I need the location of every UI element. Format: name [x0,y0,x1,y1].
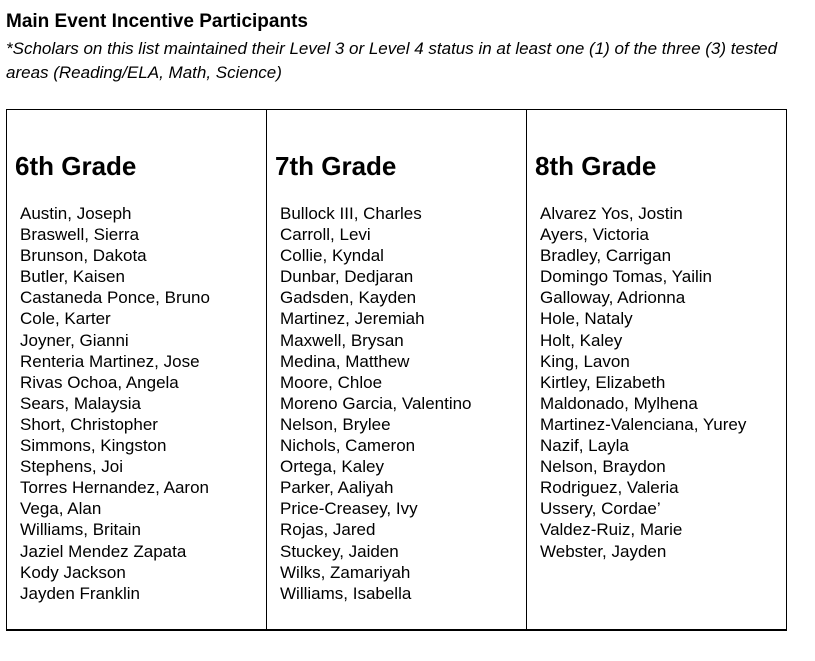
student-name: Holt, Kaley [540,330,623,350]
name-list [20,203,210,604]
name-list [280,203,472,604]
grade-heading: 7th Grade [275,151,397,181]
student-name: Braswell, Sierra [20,225,140,245]
student-name: Dunbar, Dedjaran [280,267,414,287]
eligibility-note: *Scholars on this list maintained their Level 3 or Level 4 status in at least one (1) of the three (3) tested areas (Reading/ELA, Math, Science) [6,39,778,82]
student-name: King, Lavon [540,351,630,371]
student-name: Torres Hernandez, Aaron [20,478,209,498]
grade-column-7th [267,110,527,629]
student-name: Galloway, Adrionna [540,288,686,308]
student-name: Kody Jackson [20,562,126,582]
grade-column-6th [7,110,267,629]
student-name: Rodriguez, Valeria [540,478,679,498]
student-name: Williams, Britain [20,520,141,540]
student-name: Hole, Nataly [540,309,633,329]
student-name: Ortega, Kaley [280,457,384,477]
student-name: Jaziel Mendez Zapata [20,541,187,561]
student-name: Maxwell, Brysan [280,330,404,350]
participants-table [6,109,787,631]
student-name: Stuckey, Jaiden [280,541,399,561]
student-name: Vega, Alan [20,499,102,519]
student-name: Nazif, Layla [540,436,629,456]
student-name: Moore, Chloe [280,372,383,392]
student-name: Stephens, Joi [20,457,124,477]
student-name: Alvarez Yos, Jostin [540,204,683,223]
student-name: Ayers, Victoria [540,225,649,245]
student-name: Valdez-Ruiz, Marie [540,520,683,540]
student-name: Joyner, Gianni [20,330,129,350]
student-name: Medina, Matthew [280,351,410,371]
student-name: Jayden Franklin [20,583,141,603]
student-name: Castaneda Ponce, Bruno [20,288,210,308]
student-name: Martinez, Jeremiah [280,309,425,329]
student-name: Nelson, Brylee [280,414,391,434]
student-name: Cole, Karter [20,309,111,329]
student-name: Webster, Jayden [540,541,667,561]
student-name: Sears, Malaysia [20,393,141,413]
student-name: Bullock III, Charles [280,204,422,223]
student-name: Rojas, Jared [280,520,376,540]
student-name: Short, Christopher [20,414,158,434]
grade-column-8th [527,110,786,629]
student-name: Butler, Kaisen [20,267,125,287]
student-name: Martinez-Valenciana, Yurey [540,414,747,434]
student-name: Moreno Garcia, Valentino [280,393,472,413]
student-name: Rivas Ochoa, Angela [20,372,179,392]
student-name: Ussery, Cordae’ [540,499,661,519]
student-name: Collie, Kyndal [280,246,384,266]
student-name: Parker, Aaliyah [280,478,394,498]
student-name: Wilks, Zamariyah [280,562,411,582]
grade-heading: 6th Grade [15,151,137,181]
student-name: Domingo Tomas, Yailin [540,267,712,287]
student-name: Renteria Martinez, Jose [20,351,200,371]
student-name: Carroll, Levi [280,225,371,245]
student-name: Gadsden, Kayden [280,288,417,308]
grade-heading: 8th Grade [535,151,657,181]
student-name: Williams, Isabella [280,583,412,603]
student-name: Austin, Joseph [20,204,132,223]
document-title: Main Event Incentive Participants [6,11,308,32]
name-list [540,203,746,562]
student-name: Brunson, Dakota [20,246,147,266]
student-name: Bradley, Carrigan [540,246,672,266]
student-name: Simmons, Kingston [20,436,167,456]
student-name: Nichols, Cameron [280,436,416,456]
student-name: Maldonado, Mylhena [540,393,698,413]
student-name: Price-Creasey, Ivy [280,499,418,519]
student-name: Nelson, Braydon [540,457,666,477]
student-name: Kirtley, Elizabeth [540,372,666,392]
